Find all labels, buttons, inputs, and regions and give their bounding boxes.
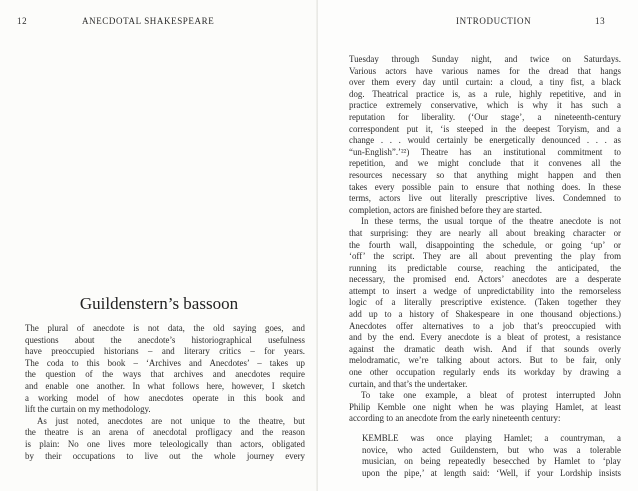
text-line: In these terms, the usual torque of the theatre anecdote is not [361, 216, 621, 227]
text-line: repetition, and we might conclude that it convenes all the [349, 158, 621, 169]
text-line: the theatre is an arena of anecdotal profligacy and the reason [25, 427, 305, 438]
page-number: 12 [17, 16, 28, 26]
left-body-text [25, 323, 305, 462]
right-page [318, 0, 638, 491]
text-line: according to an anecdote from the early nineteenth century: [349, 413, 561, 424]
quote-line: novice, who acted Guildenstern, but who was a tolerable [362, 444, 621, 455]
text-line: melodramatic, we’re talking about actors. But to be fair, only [349, 355, 621, 366]
page-number: 13 [595, 16, 606, 26]
text-line: ‘off’ the script. They are all about preventing the play from [349, 251, 621, 262]
text-line: Philip Kemble one night when he was playing Hamlet, at least [349, 401, 621, 412]
text-line: To take one example, a bleat of protest interrupted John [361, 390, 621, 401]
text-line: resources necessary so that anything might happen and then [349, 169, 621, 180]
text-line: and enable one another. In what follows here, however, I sketch [25, 380, 305, 391]
text-line: Various actors have various names for the dread that hangs [349, 65, 621, 76]
text-line: The coda to this book – ‘Archives and Anecdotes’ – takes up [25, 357, 305, 368]
right-body-text [349, 54, 621, 479]
text-line: over them every day until curtain: a cloud, a tiny fist, a black [349, 77, 621, 88]
quote-line: KEMBLE was once playing Hamlet; a countryman, a [362, 433, 621, 443]
text-line: change . . . would certainly be energetically denounced . . . as [349, 135, 621, 146]
text-line: running its predictable course, reaching the anticipated, the [349, 262, 621, 273]
text-line: completion, actors are finished before they are started. [349, 204, 542, 215]
text-line: attempt to insert a wedge of unpredictability into the remorseless [349, 285, 621, 296]
quote-line: musician, on being repeatedly besecched by Hamlet to ‘play [362, 456, 621, 467]
text-line: correspondent put it, ‘is steeped in the deepest Toryism, and a [349, 123, 621, 134]
text-line: “un-English”.’²²) Theatre has an institutional commitment to [349, 146, 621, 157]
text-line: reputation for liberality. (‘Our stage’, a nineteenth-century [349, 111, 621, 122]
text-line: by their occupations to live out the whole journey every [25, 450, 305, 461]
text-line: takes every possible pain to ensure that nothing does. In these [349, 181, 621, 192]
text-line: that surprising: they are nearly all about breaking character or [349, 227, 621, 238]
text-line: curtain, and that’s the undertaker. [349, 378, 468, 389]
text-line: As just noted, anecdotes are not unique to the theatre, but [37, 415, 305, 426]
text-line: lift the curtain on my methodology. [25, 404, 151, 415]
text-line: against the dramatic death wish. And if that sounds overly [349, 343, 621, 354]
text-line: one other occupation regularly ends its workday by drawing a [349, 367, 621, 378]
text-line: the fourth wall, disappointing the schedule, or going ‘up’ or [349, 239, 621, 250]
text-line: practice extremely conservative, which is why it has such a [349, 100, 621, 111]
text-line: logic of a literally prescriptive existence. (Taken together they [349, 297, 621, 308]
chapter-title: Guildenstern’s bassoon [79, 294, 239, 313]
text-line: a working model of how anecdotes operate in this book and [25, 392, 305, 403]
quote-line: upon the pipe,’ at length said: ‘Well, if your Lordship insists [362, 467, 621, 478]
text-line: necessary, the promised end. Actors’ anecdotes are a desperate [349, 274, 621, 285]
text-line: and by the end. Every anecdote is a bleat of protest, a resistance [349, 332, 621, 343]
text-line: Tuesday through Sunday night, and twice on Saturdays. [349, 54, 621, 64]
left-page [0, 0, 318, 491]
text-line: the question of the ways that archives and anecdotes require [25, 369, 305, 380]
text-line: dog. Theatrical practice is, as a rule, highly repetitive, and in [349, 88, 621, 99]
text-line: is plain: No one lives more teleologically than actors, obligated [25, 438, 305, 449]
block-quote [349, 433, 621, 479]
text-line: The plural of anecdote is not data, the old saying goes, and [25, 323, 305, 333]
running-head: ANECDOTAL SHAKESPEARE [82, 16, 215, 26]
text-line: have preoccupied historians – and literary critics – for years. [25, 346, 305, 357]
text-line: Anecdotes offer alternatives to a job that’s preoccupied with [349, 320, 621, 331]
text-line: add up to a history of Shakespeare in one thousand objections.) [349, 309, 621, 320]
text-line: questions about the anecdote’s historiographical usefulness [25, 334, 305, 345]
running-head: INTRODUCTION [456, 16, 532, 26]
text-line: terms, actors live out literally prescriptive lives. Condemned to [349, 193, 621, 204]
